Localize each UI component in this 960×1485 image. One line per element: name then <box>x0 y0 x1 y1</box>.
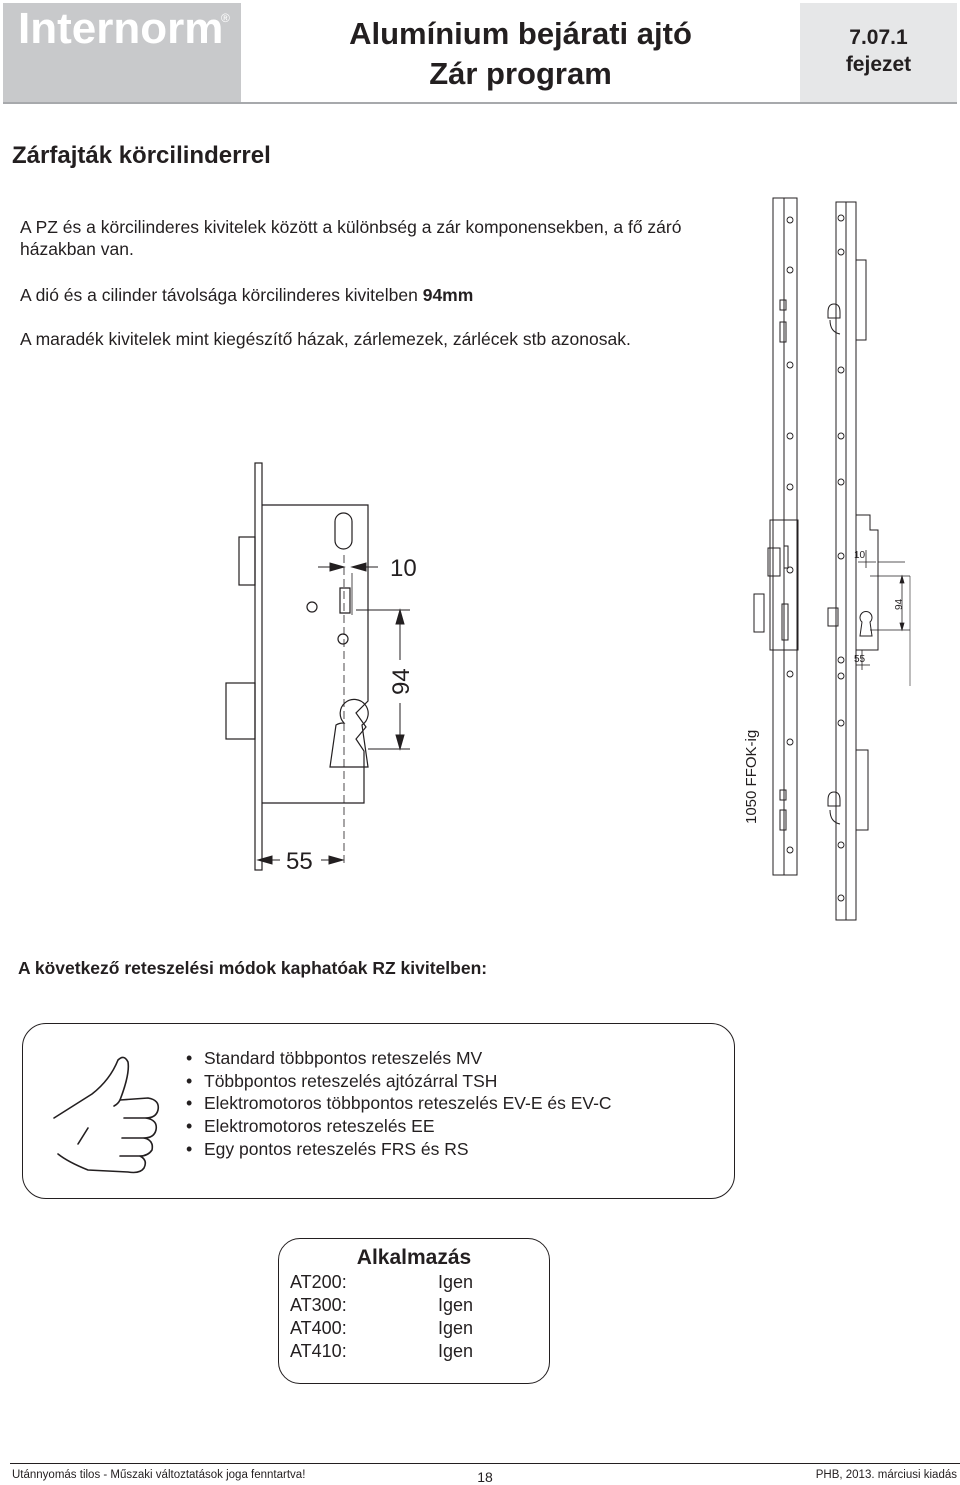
model-name: AT400: <box>290 1318 347 1338</box>
model-availability: Igen <box>438 1341 474 1361</box>
document-subtitle: Zár program <box>429 56 612 91</box>
thumbs-up-icon <box>48 1052 166 1176</box>
locking-options-heading: A következő reteszelési módok kaphatóak RZ kivitelben: <box>18 958 488 978</box>
list-item: • Standard többpontos reteszelés MV <box>186 1047 612 1070</box>
dimension-10-label: 10 <box>390 555 417 582</box>
distance-value: 94mm <box>422 285 474 305</box>
components-paragraph: A maradék kivitelek mint kiegészítő házak, zárlemezek, zárlécek stb azonosak. <box>20 329 631 349</box>
model-availability: Igen <box>438 1272 474 1292</box>
brand-logo: Internorm <box>18 4 224 53</box>
table-row <box>290 1295 510 1317</box>
list-item: • Elektromotoros reteszelés EE <box>186 1115 612 1138</box>
registered-mark: ® <box>221 11 230 25</box>
distance-text: A dió és a cilinder távolsága körcilinderes kivitelben <box>20 285 423 305</box>
list-item: • Elektromotoros többpontos reteszelés EV-E és EV-C <box>186 1092 612 1115</box>
table-row <box>290 1272 510 1294</box>
locking-options-list <box>186 1047 612 1161</box>
edition-info: PHB, 2013. márciusi kiadás <box>815 1469 957 1481</box>
lock-body-drawing <box>200 455 640 895</box>
model-availability: Igen <box>438 1295 474 1315</box>
table-row <box>290 1341 510 1363</box>
multipoint-lock-drawing <box>730 190 960 925</box>
intro-paragraph: A PZ és a körcilinderes kivitelek között a különbség a zár komponensekben, a fő záró házakban van. <box>20 217 682 259</box>
footer-divider <box>10 1463 960 1464</box>
lock-length-label: 1050 FFOK-ig <box>743 729 760 824</box>
copyright-notice: Utánnyomás tilos - Műszaki változtatások joga fenntartva! <box>12 1469 306 1481</box>
model-name: AT410: <box>290 1341 347 1361</box>
side-dimension-94-label: 94 <box>894 598 905 610</box>
dimension-94-label: 94 <box>388 668 415 695</box>
side-dimension-10-label: 10 <box>854 550 866 561</box>
distance-paragraph <box>20 284 473 306</box>
application-title: Alkalmazás <box>356 1246 472 1269</box>
model-name: AT200: <box>290 1272 347 1292</box>
model-name: AT300: <box>290 1295 347 1315</box>
chapter-label: fejezet <box>845 53 912 76</box>
dimension-55-label: 55 <box>286 848 313 875</box>
chapter-number: 7.07.1 <box>849 26 908 49</box>
table-row <box>290 1318 510 1340</box>
document-title: Alumínium bejárati ajtó <box>349 16 692 51</box>
list-item: • Egy pontos reteszelés FRS és RS <box>186 1138 612 1161</box>
model-availability: Igen <box>438 1318 474 1338</box>
header-divider <box>3 102 957 104</box>
section-title: Zárfajták körcilinderrel <box>12 142 271 169</box>
page-number: 18 <box>477 1469 493 1485</box>
list-item: • Többpontos reteszelés ajtózárral TSH <box>186 1070 612 1093</box>
side-dimension-55-label: 55 <box>854 654 866 665</box>
